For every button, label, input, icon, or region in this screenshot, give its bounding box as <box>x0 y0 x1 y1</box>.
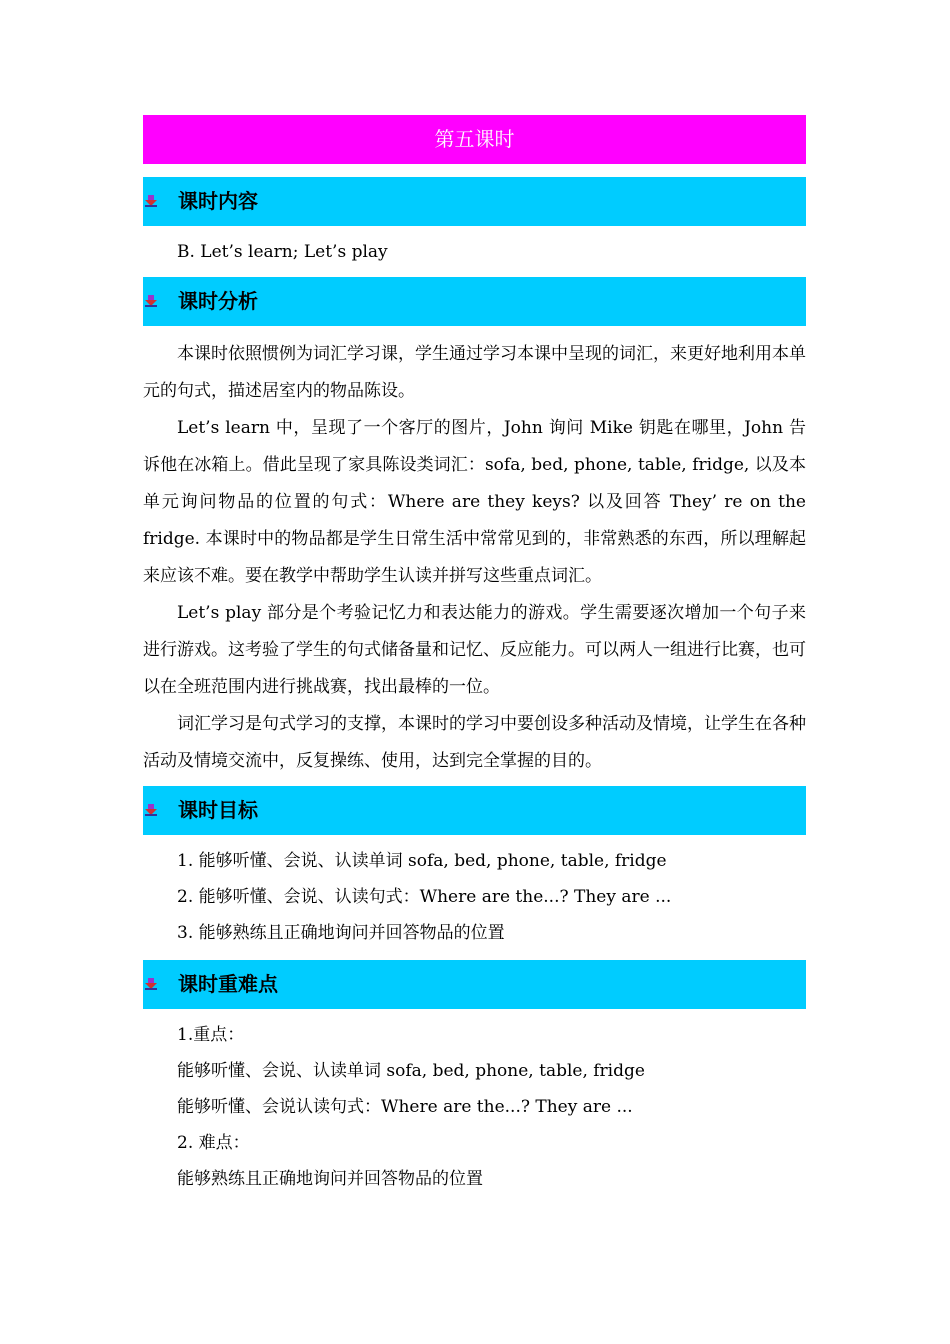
analysis-paragraph: 本课时依照惯例为词汇学习课，学生通过学习本课中呈现的词汇，来更好地利用本单元的句式，描述居室内的物品陈设。 <box>143 344 806 401</box>
key-point-line: 能够听懂、会说认读句式：Where are the...? They are ... <box>177 1097 633 1117</box>
section-header-key-points <box>143 960 806 1009</box>
bullet-arrow-icon <box>145 804 157 816</box>
key-point-line: 1.重点： <box>177 1025 245 1045</box>
key-point-line: 能够听懂、会说、认读单词 sofa, bed, phone, table, fridge <box>177 1061 645 1081</box>
bullet-arrow-icon <box>145 195 157 207</box>
section-heading: 课时目标 <box>178 798 258 822</box>
analysis-paragraph: Let’s learn 中，呈现了一个客厅的图片，John 询问 Mike 钥匙在哪里，John 告诉他在冰箱上。借此呈现了家具陈设类词汇：sofa, bed, phone, table, fridge, 以及本单元询问物品的位置的句式：Where are they keys? 以及回答 They’ re on the fridge. 本课时中的物品都是学生日常生活中常常见到的，非常熟悉的东西，所以理解起来应该不难。要在教学中帮助学生认读并拼写这些重点词汇。 <box>143 418 806 586</box>
objective-item: 3. 能够熟练且正确地询问并回答物品的位置 <box>177 923 505 943</box>
document-page <box>143 115 806 1197</box>
analysis-paragraph: Let’s play 部分是个考验记忆力和表达能力的游戏。学生需要逐次增加一个句子来进行游戏。这考验了学生的句式储备量和记忆、反应能力。可以两人一组进行比赛，也可以在全班范围内进行挑战赛，找出最棒的一位。 <box>143 603 806 697</box>
section-heading: 课时重难点 <box>178 972 278 996</box>
bullet-arrow-icon <box>145 978 157 990</box>
section-header-content <box>143 177 806 226</box>
objective-item: 1. 能够听懂、会说、认读单词 sofa, bed, phone, table, fridge <box>177 851 667 871</box>
section-header-analysis <box>143 277 806 326</box>
lesson-title: 第五课时 <box>143 115 806 164</box>
analysis-paragraph: 词汇学习是句式学习的支撑，本课时的学习中要创设多种活动及情境，让学生在各种活动及情境交流中，反复操练、使用，达到完全掌握的目的。 <box>143 714 806 771</box>
content-line: B. Let’s learn; Let’s play <box>177 242 388 262</box>
objective-item: 2. 能够听懂、会说、认读句式：Where are the...? They are ... <box>177 887 672 907</box>
section-heading: 课时内容 <box>178 189 258 213</box>
section-heading: 课时分析 <box>178 289 258 313</box>
key-point-line: 2. 难点： <box>177 1133 250 1153</box>
bullet-arrow-icon <box>145 295 157 307</box>
section-header-objectives <box>143 786 806 835</box>
key-point-line: 能够熟练且正确地询问并回答物品的位置 <box>177 1169 483 1189</box>
